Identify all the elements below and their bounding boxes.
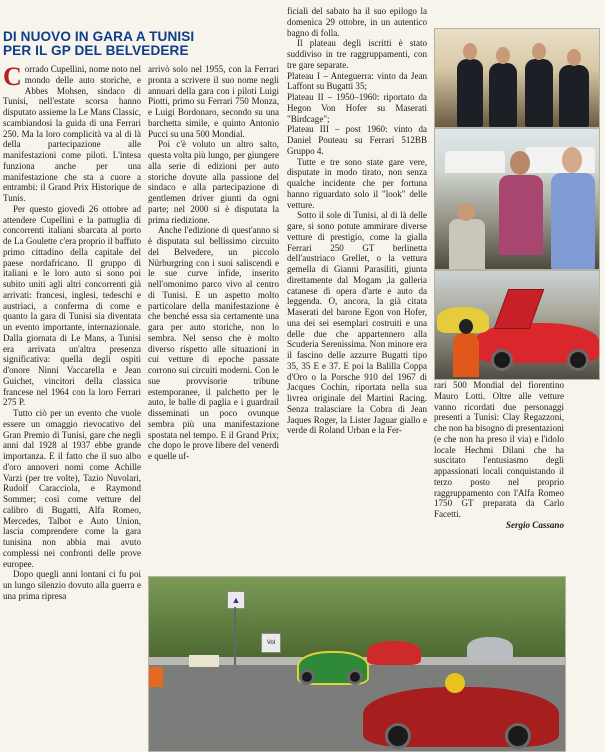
photo-officials	[434, 28, 600, 128]
car-wheel	[385, 723, 411, 749]
text-column-3	[287, 6, 427, 572]
person-head	[510, 151, 530, 175]
article-headline	[3, 30, 248, 58]
person-head	[457, 203, 475, 221]
person-figure	[449, 219, 485, 269]
person-figure	[457, 59, 483, 127]
person-head	[463, 43, 477, 60]
person-figure	[551, 173, 595, 269]
text-column-2	[148, 64, 279, 572]
sign-pole	[234, 607, 236, 665]
paragraph: arrivò solo nel 1955, con la Ferrari pronta a scrivere il suo nome negli annuari della gara con i piloti Luigi Piotti, primo su Ferrari 750 Monza, e Luigi Bordonaro, secondo su una barchetta simile, e quinto Antonio Pucci su una 500 Mondial.	[148, 64, 279, 139]
person-figure	[453, 333, 479, 377]
car-wheel	[567, 349, 589, 371]
hay-bale	[189, 655, 219, 667]
paragraph: Anche l'edizione di quest'anno si è disputata sul bellissimo circuito del Belvedere, un piccolo Nürburgring con i suoi saliscendi e le sue curve infide, inserito nell'omonimo parco vivo al centro di Tunisi. E un aspetto molto particolare della manifestazione è che benché essa sia certamente una gara per auto storiche, non lo sembra. Nel senso che è molto diverso rispetto alle situazioni in cui vetture di epoche passate corrono sui circuiti moderni. Con le sue provvisorie tribune estemporanee, il palchetto per le auto, le balle di paglia e i guardrail disseminati un poco ovunque sembra più una manifestazione spostata nel tempo. E il Grand Prix; che dopo le prove libere del venerdì e quelle uf-	[148, 225, 279, 461]
car-wheel	[491, 349, 513, 371]
paragraph: ficiali del sabato ha il suo epilogo la domenica 29 ottobre, in un autentico bagno di folla.	[287, 6, 427, 38]
paragraph: Poi c'è voluto un altro salto, questa volta più lungo, per giungere alla serie di edizioni per auto storiche dovute alla passione del sindaco e alla partecipazione di gentlemen driver giunti da ogni parte; nel 2000 si è disputata la prima riedizione.	[148, 139, 279, 225]
car-wheel	[347, 669, 363, 685]
paragraph: Tutte e tre sono state gare vere, disputate in modo tirato, non senza qualche incidente che per fortuna hanno riguardato solo il "look" delle vetture.	[287, 156, 427, 210]
person-figure	[559, 65, 589, 127]
paragraph: Plateau I – Anteguerra: vinto da Jean Laffont su Bugatti 35;	[287, 70, 427, 92]
road-sign-icon: ▲	[227, 591, 245, 609]
text-column-1	[3, 64, 141, 750]
person-head	[459, 319, 473, 334]
paragraph: Dopo quegli anni lontani ci fu poi un lungo silenzio dovuto alla guerra e una prima ripresa	[3, 569, 141, 601]
person-figure	[499, 175, 543, 255]
person-head	[496, 47, 510, 64]
person-head	[562, 147, 582, 173]
paddock-sign: Vol	[261, 633, 281, 653]
paragraph: Per questo giovedì 26 ottobre ad attendere Cupellini e la pattuglia di concorrenti italiani sbarcata al porto de La Goulette c'era proprio il baffuto primo cittadino della capitale del paese nordafricano. Il gruppo di italiani e le loro auto si sono poi subito uniti agli altri concorrenti già arrivati: francesi, inglesi, tedeschi e austriaci, a conferma di come e quanto la gara di Tunisi sia diventata un evento importante, internazionale. Dalla giornata di Le Mans, a Tunisi era arrivata un'altra presenza significativa: quella degli ospiti d'onore Ninni Vaccarella e Jean Guichet, vincitori della classica francese nel 1964 con la loro Ferrari 275 P.	[3, 203, 141, 408]
headline-line-2: PER IL GP DEL BELVEDERE	[3, 43, 189, 58]
red-race-car	[367, 641, 421, 665]
barrier-cone	[149, 667, 163, 687]
person-figure	[489, 63, 517, 127]
paragraph: Plateau II – 1950–1960: riportato da Hegon Von Hofer su Maserati "Birdcage";	[287, 92, 427, 124]
person-head	[567, 49, 581, 66]
driver-helmet	[445, 673, 465, 693]
drop-cap: C	[3, 64, 22, 91]
paragraph: Sotto il sole di Tunisi, al di là delle gare, si sono potute ammirare diverse vetture di prestigio, come la gialla Ferrari 250 GT berlinetta dell'austriaco Grellet, o la vettura gemella di Gianni Parasiliti, giunta direttamente dal Mogam ,la galleria catanese di opera d'arte e auto da leggenda. O, ancora, la già citata Maserati del barone Egon von Hofer, una dei sei esemplari costruiti e una delle due che appartennero alla Scuderia Serenissima. Non minore era il fascino delle azzurre Bugatti tipo 35, 35 E e 37. E poi la Balilla Coppa d'Oro o la Porsche 910 del 1967 di Jacques Cochin, riportata nella sua livrea originale del Martini Racing. Senza tralasciare la Cobra di Jean Jaques Roger, la Lister Jaguar giallo e verde di Roland Urban e la Fer-	[287, 210, 427, 436]
paragraph: Corrado Cupellini, nome noto nel mondo delle auto storiche, e Abbes Mohsen, sindaco di Tunisi, nell'estate scorsa hanno disputato assieme la Le Mans Classic, scambiandosi la guida di una Ferrari 250. Ma la loro complicità va al di là della partecipazione alle manifestazioni come piloti. L'intesa funziona anche per una manifestazione che sta a cuore a entrambi: il Grand Prix Historique de Tunis.	[3, 64, 141, 203]
grey-race-car	[467, 637, 513, 661]
person-figure	[525, 59, 553, 127]
paragraph: Plateau III – post 1960: vinto da Daniel Pouteau su Ferrari 512BB Gruppo 4.	[287, 124, 427, 156]
paragraph: Tutto ciò per un evento che vuole essere un omaggio rievocativo del Gran Premio di Tunisi, gare che negli anni dal 1928 al 1937 ebbe grande importanza. E il fatto che il suo albo d'oro annoveri nomi come Achille Varzi (per tre volte), Tazio Nuvolari, Rudolf Caracciola, e Raymond Sommer; così come vetture del calibro di Bugatti, Alfa Romeo, Mercedes, Talbot e Auto Union, lascia comprendere come la gara tunisina non abbia mai avuto complessi nei confronti delle prove europee.	[3, 408, 141, 569]
car-wheel	[505, 723, 531, 749]
paddock-tent	[445, 151, 505, 173]
author-signature: Sergio Cassano	[505, 519, 564, 530]
text-column-4	[434, 380, 564, 573]
car-wheel	[299, 669, 315, 685]
headline-line-1: DI NUOVO IN GARA A TUNISI	[3, 29, 195, 44]
photo-red-cars	[434, 270, 600, 380]
paddock-tent	[525, 147, 595, 173]
paragraph: rari 500 Mondial del fiorentino Mauro Lotti. Oltre alle vetture vanno ricordati due personaggi presenti a Tunisi: Clay Regazzoni, che non ha bisogno di presentazioni (e che non ha preso il via) e l'idolo locale Hechmi Dilani che ha suscitato l'entusiasmo degli appassionati locali conquistando il terzo posto nel proprio raggruppamento con l'Alfa Romeo 1750 GT preparata da Carlo Facetti.	[434, 380, 564, 519]
paragraph: Il plateau degli iscritti è stato suddiviso in tre raggruppamenti, con tre gare separate.	[287, 38, 427, 70]
photo-race-track	[148, 576, 566, 752]
person-head	[532, 43, 546, 60]
photo-paddock-guests	[434, 128, 600, 270]
